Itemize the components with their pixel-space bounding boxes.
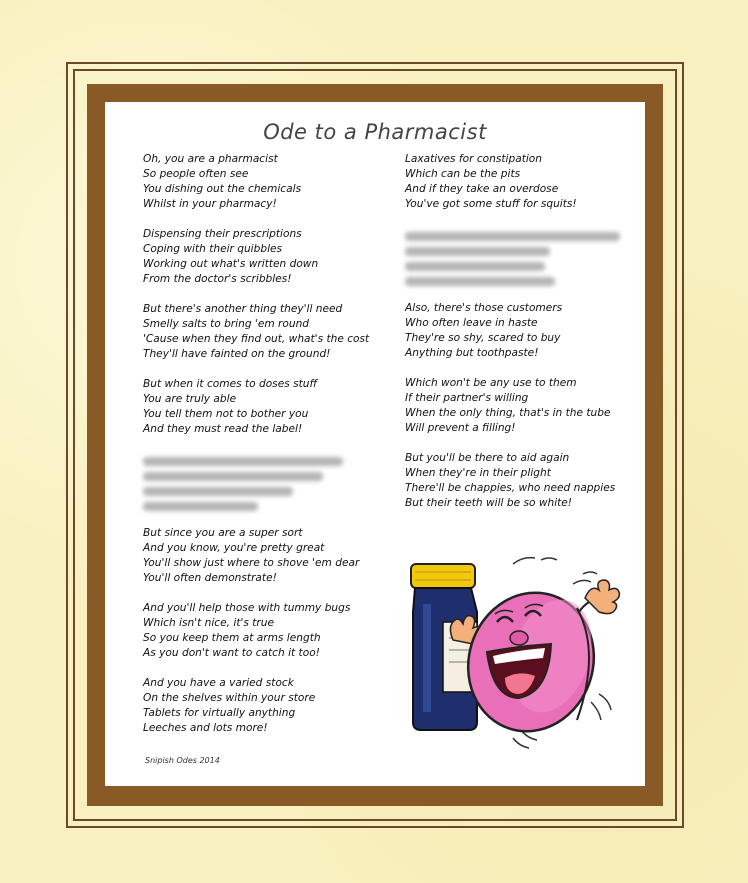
blurred-line — [405, 247, 550, 256]
poem-line: You'll often demonstrate! — [143, 572, 277, 584]
poem-line: You'll show just where to shove 'em dear — [143, 557, 360, 569]
poem-line: So people often see — [143, 168, 249, 180]
poem-line: Oh, you are a pharmacist — [143, 153, 278, 165]
poem-line: And if they take an overdose — [405, 183, 559, 195]
poem-line: When the only thing, that's in the tube — [405, 407, 611, 419]
blurred-line — [143, 487, 293, 496]
right-column — [405, 152, 635, 526]
stanza — [143, 227, 393, 287]
poem-title: Ode to a Pharmacist — [263, 120, 487, 144]
poem-line: And you'll help those with tummy bugs — [143, 602, 351, 614]
poem-line: Anything but toothpaste! — [405, 347, 539, 359]
blurred-line — [143, 472, 323, 481]
blurred-line — [405, 277, 555, 286]
stanza — [143, 526, 393, 586]
poem-line: But since you are a super sort — [143, 527, 303, 539]
poem-line: Who often leave in haste — [405, 317, 538, 329]
blurred-line — [143, 502, 258, 511]
poem-line: Whilst in your pharmacy! — [143, 198, 277, 210]
blurred-line — [405, 262, 545, 271]
stanza — [405, 376, 635, 436]
poem-line: Tablets for virtually anything — [143, 707, 296, 719]
poem-line: They're so shy, scared to buy — [405, 332, 561, 344]
poem-line: You dishing out the chemicals — [143, 183, 302, 195]
poem-line: As you don't want to catch it too! — [143, 647, 320, 659]
poem-line: And you have a varied stock — [143, 677, 294, 689]
stanza — [143, 676, 393, 736]
poem-line: And you know, you're pretty great — [143, 542, 325, 554]
stanza — [143, 377, 393, 437]
left-column — [143, 152, 393, 751]
poem-line: So you keep them at arms length — [143, 632, 321, 644]
poem-line: Which can be the pits — [405, 168, 521, 180]
stanza — [405, 301, 635, 361]
poem-paper — [105, 102, 645, 786]
stanza — [405, 152, 635, 212]
poem-line: Leeches and lots more! — [143, 722, 268, 734]
poem-line: Dispensing their prescriptions — [143, 228, 302, 240]
blurred-line — [405, 232, 620, 241]
poem-line: 'Cause when they find out, what's the cost — [143, 333, 370, 345]
poem-line: Also, there's those customers — [405, 302, 563, 314]
poem-line: Working out what's written down — [143, 258, 319, 270]
poem-line: When they're in their plight — [405, 467, 551, 479]
poem-line: But you'll be there to aid again — [405, 452, 570, 464]
poem-line: If their partner's willing — [405, 392, 529, 404]
poem-line: You've got some stuff for squits! — [405, 198, 577, 210]
stanza — [143, 302, 393, 362]
poem-line: On the shelves within your store — [143, 692, 316, 704]
poem-line: But their teeth will be so white! — [405, 497, 573, 509]
stanza — [405, 451, 635, 511]
blurred-line — [143, 457, 343, 466]
poem-line: You are truly able — [143, 393, 237, 405]
pill-and-bottle-icon — [401, 552, 631, 752]
poem-line: Will prevent a filling! — [405, 422, 516, 434]
poem-line: But when it comes to doses stuff — [143, 378, 318, 390]
poem-line: Smelly salts to bring 'em round — [143, 318, 310, 330]
poem-line: Which won't be any use to them — [405, 377, 577, 389]
blurred-stanza — [143, 452, 393, 511]
poem-line: Which isn't nice, it's true — [143, 617, 275, 629]
poem-line: And they must read the label! — [143, 423, 303, 435]
poem-line: But there's another thing they'll need — [143, 303, 343, 315]
blurred-stanza — [405, 227, 635, 286]
stanza — [143, 152, 393, 212]
poem-line: There'll be chappies, who need nappies — [405, 482, 616, 494]
poem-line: Laxatives for constipation — [405, 153, 543, 165]
poem-line: From the doctor's scribbles! — [143, 273, 292, 285]
laughing-pill-illustration — [401, 552, 631, 752]
stanza — [143, 601, 393, 661]
signature: Snipish Odes 2014 — [145, 756, 220, 765]
poem-line: You tell them not to bother you — [143, 408, 309, 420]
poem-line: Coping with their quibbles — [143, 243, 283, 255]
poem-line: They'll have fainted on the ground! — [143, 348, 331, 360]
